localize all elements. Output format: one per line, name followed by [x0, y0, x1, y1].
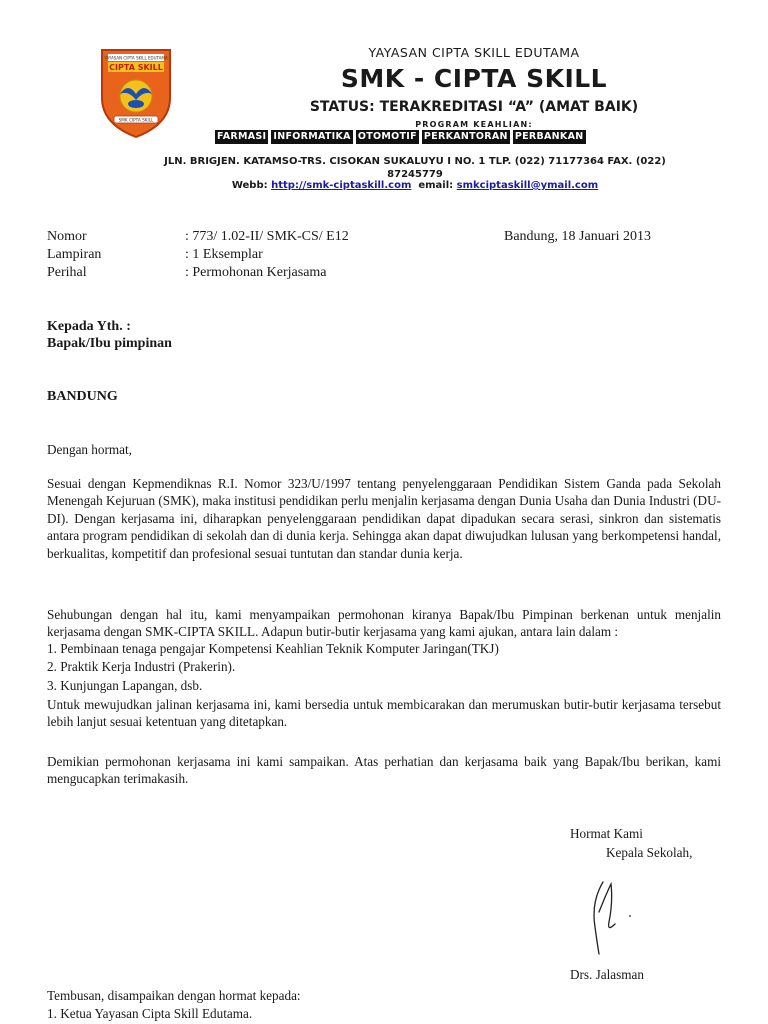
svg-text:SMK CIPTA SKILL: SMK CIPTA SKILL [118, 117, 154, 123]
svg-text:YAYASAN CIPTA SKILL EDUTAMA: YAYASAN CIPTA SKILL EDUTAMA [104, 55, 168, 61]
accreditation-status: STATUS: TERAKREDITASI “A” (AMAT BAIK) [309, 99, 639, 115]
foundation-name: YAYASAN CIPTA SKILL EDUTAMA [368, 45, 580, 60]
program-item: PERKANTORAN [423, 131, 508, 142]
address-line-2: 87245779 [387, 169, 443, 180]
program-item: INFORMATIKA [273, 131, 351, 142]
cc-item: 1. Ketua Yayasan Cipta Skill Edutama. [47, 1006, 253, 1021]
program-title: PROGRAM KEAHLIAN: [415, 120, 533, 129]
list-item: 2. Praktik Kerja Industri (Prakerin). [47, 659, 236, 674]
paragraph-3: Untuk mewujudkan jalinan kerjasama ini, kami bersedia untuk membicarakan dan merumuskan butir-butir kerjasama tersebut lebih lanjut sesuai ketentuan yang ditetapkan. [47, 697, 721, 730]
recipient-city: BANDUNG [47, 389, 118, 404]
school-address [120, 155, 710, 181]
program-item: FARMASI [217, 131, 267, 142]
recipient-line-2: Bapak/Ibu pimpinan [47, 336, 172, 351]
closing-regards: Hormat Kami [570, 826, 643, 841]
school-name: SMK - CIPTA SKILL [340, 64, 608, 93]
signature [585, 872, 645, 962]
paragraph-1: Sesuai dengan Kepmendiknas R.I. Nomor 323/U/1997 tentang penyelenggaraan Pendidikan Sistem Ganda pada Sekolah Menengah Kejuruan (SMK), maka institusi pendidikan perlu menjalin kerjasama dengan Dunia Usaha dan Dunia Industri (DU-DI). Dengan kerjasama ini, diharapkan penyelenggaraan pendidikan dapat dipadukan secara serasi, sinkron dan sistematis antara program pendidikan di sekolah dan di dunia kerja. Sehingga akan dapat diwujudkan lulusan yang berkompetensi handal, berkualitas, kompetitif dan profesional sesuai tuntutan dan standar dunia kerja. [47, 476, 721, 561]
letter-date: Bandung, 18 Januari 2013 [504, 229, 651, 244]
email-link[interactable]: smkciptaskill@ymail.com [456, 180, 599, 191]
school-logo [98, 46, 174, 140]
perihal-label: Perihal [47, 265, 87, 280]
paragraph-2: Sehubungan dengan hal itu, kami menyampaikan permohonan kiranya Bapak/Ibu Pimpinan berkenan untuk menjalin kerjasama dengan SMK-CIPTA SKILL. Adapun butir-butir kerjasama yang kami ajukan, antara lain dalam : [47, 607, 721, 640]
program-list [215, 130, 586, 144]
email-label: email: [418, 180, 454, 191]
contact-line [120, 180, 710, 191]
nomor-value: : 773/ 1.02-II/ SMK-CS/ E12 [185, 229, 349, 244]
signer-position: Kepala Sekolah, [606, 845, 693, 860]
website-link[interactable]: http://smk-ciptaskill.com [271, 180, 412, 191]
lampiran-label: Lampiran [47, 247, 102, 262]
lampiran-value: : 1 Eksemplar [185, 247, 263, 262]
greeting: Dengan hormat, [47, 442, 132, 457]
list-item: 3. Kunjungan Lapangan, dsb. [47, 678, 203, 693]
paragraph-4: Demikian permohonan kerjasama ini kami sampaikan. Atas perhatian dan kerjasama baik yang Bapak/Ibu berikan, kami mengucapkan terimakasih. [47, 754, 721, 787]
perihal-value: : Permohonan Kerjasama [185, 265, 327, 280]
list-item: 1. Pembinaan tenaga pengajar Kompetensi Keahlian Teknik Komputer Jaringan(TKJ) [47, 641, 499, 656]
signer-name: Drs. Jalasman [570, 967, 644, 982]
cc-title: Tembusan, disampaikan dengan hormat kepada: [47, 988, 301, 1003]
svg-text:CIPTA SKILL: CIPTA SKILL [109, 63, 163, 72]
program-item: PERBANKAN [514, 131, 584, 142]
program-item: OTOMOTIF [357, 131, 417, 142]
web-label: Webb: [231, 180, 268, 191]
nomor-label: Nomor [47, 229, 87, 244]
recipient-line-1: Kepada Yth. : [47, 319, 131, 334]
address-line-1: JLN. BRIGJEN. KATAMSO-TRS. CISOKAN SUKALUYU I NO. 1 TLP. (022) 71177364 FAX. (022) [164, 156, 666, 167]
